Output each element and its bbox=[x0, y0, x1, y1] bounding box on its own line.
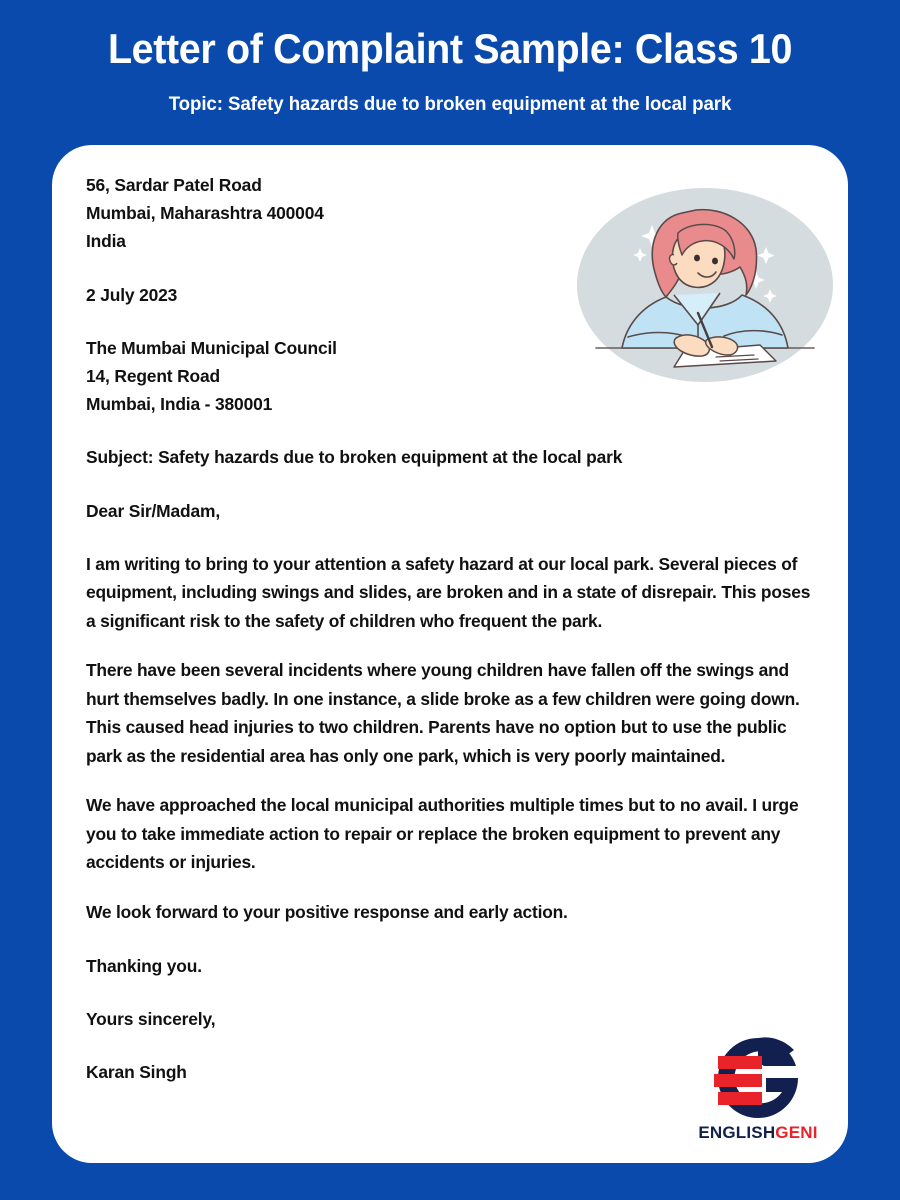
letter-salutation bbox=[86, 497, 808, 525]
spacer bbox=[86, 418, 814, 443]
recipient-address-line: 14, Regent Road bbox=[86, 365, 221, 386]
letter-paragraph: I am writing to bring to your attention a safety hazard at our local park. Several pieces of equipment, including swings and slides, are broken and in a state of disrepair. This poses a significant risk to the safety of children who frequent the park. bbox=[86, 553, 811, 631]
letter-closing-text: Yours sincerely, bbox=[86, 1008, 216, 1029]
letter-card bbox=[52, 145, 848, 1163]
page-header bbox=[0, 0, 900, 116]
englishgeni-logo bbox=[694, 1023, 822, 1141]
letter-salutation-text: Dear Sir/Madam, bbox=[86, 500, 221, 521]
spacer bbox=[86, 472, 814, 497]
page-title: Letter of Complaint Sample: Class 10 bbox=[107, 25, 793, 72]
letter-paragraph: We look forward to your positive response and early action. bbox=[86, 902, 568, 922]
sender-address-line: India bbox=[86, 231, 126, 252]
letter-subject bbox=[86, 443, 808, 471]
woman-writing-illustration bbox=[570, 185, 840, 390]
letter-date bbox=[86, 281, 526, 309]
spacer bbox=[86, 770, 814, 791]
letter-body bbox=[52, 145, 848, 1163]
letter-signature-name: Karan Singh bbox=[86, 1061, 187, 1082]
letter-date-value: 2 July 2023 bbox=[86, 284, 178, 305]
englishgeni-wordmark bbox=[698, 1124, 817, 1141]
logo-text-accent: GENI bbox=[775, 1123, 818, 1142]
sender-address bbox=[86, 171, 526, 256]
recipient-address bbox=[86, 334, 526, 419]
sender-address-line: 56, Sardar Patel Road bbox=[86, 175, 262, 195]
spacer bbox=[86, 980, 814, 1005]
letter-paragraph: We have approached the local municipal authorities multiple times but to no avail. I urge you to take immediate action to repair or replace the broken equipment to prevent any accidents or injuries. bbox=[86, 795, 799, 873]
sender-address-line: Mumbai, Maharashtra 400004 bbox=[86, 203, 324, 224]
letter-subject-text: Subject: Safety hazards due to broken equipment at the local park bbox=[86, 447, 623, 468]
spacer bbox=[86, 877, 814, 898]
logo-text-primary: ENGLISH bbox=[698, 1123, 776, 1142]
recipient-address-line: Mumbai, India - 380001 bbox=[86, 394, 273, 415]
englishgeni-mark-icon bbox=[708, 1034, 808, 1122]
page-subtitle-topic: Topic: Safety hazards due to broken equipment at the local park bbox=[168, 93, 732, 116]
spacer bbox=[86, 635, 814, 656]
spacer bbox=[86, 525, 814, 550]
letter-paragraph: There have been several incidents where young children have fallen off the swings and hurt themselves badly. In one instance, a slide broke as a few children were going down. This caused head injuries to two children. Parents have no option but to use the public park as the residential area has only one park, which is very poorly maintained. bbox=[86, 660, 800, 766]
spacer bbox=[86, 927, 814, 952]
recipient-address-line: The Mumbai Municipal Council bbox=[86, 337, 337, 358]
letter-thanking bbox=[86, 952, 808, 980]
letter-thanking-text: Thanking you. bbox=[86, 955, 202, 976]
